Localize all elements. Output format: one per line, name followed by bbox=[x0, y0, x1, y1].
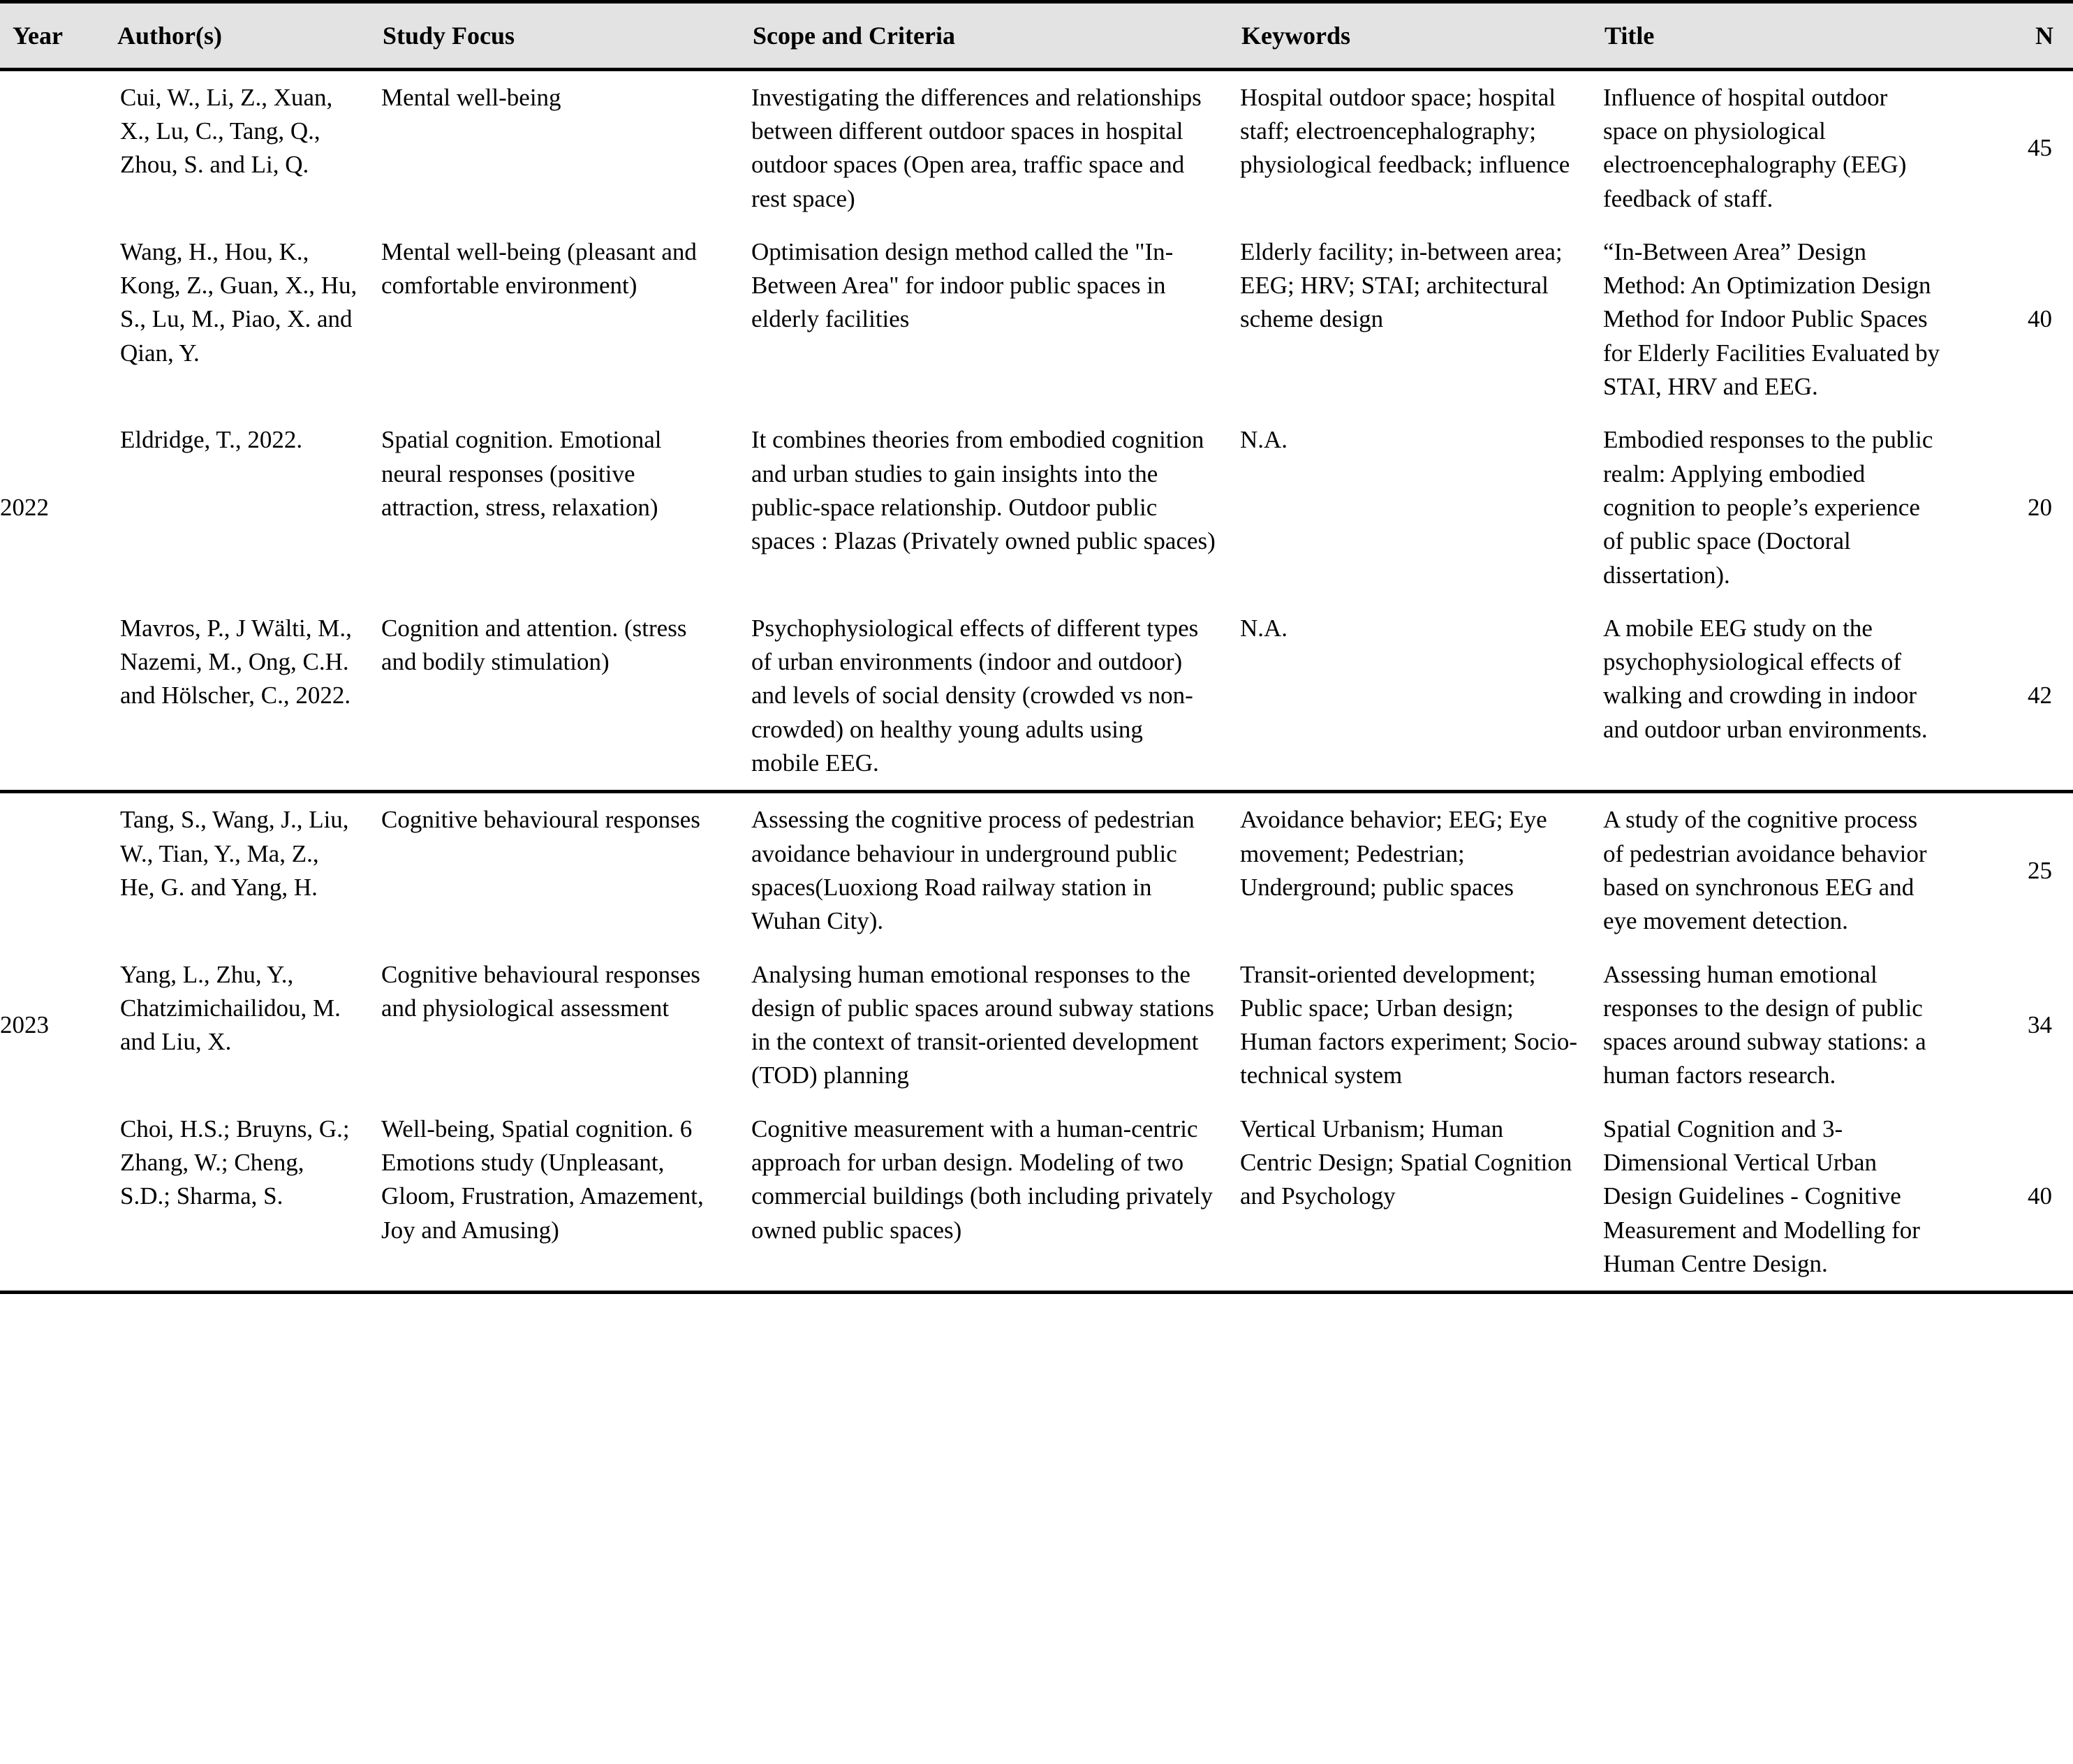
cell-study-focus: Cognition and attention. (stress and bodily stimulation) bbox=[370, 602, 740, 792]
table-header bbox=[0, 2, 2073, 70]
cell-title: “In-Between Area” Design Method: An Optimization Design Method for Indoor Public Spaces for Elderly Facilities Evaluated by STAI, HRV and EEG. bbox=[1603, 237, 1940, 401]
cell-year bbox=[0, 792, 105, 948]
cell-study-focus: Cognitive behavioural responses bbox=[381, 806, 700, 834]
cell-title: Spatial Cognition and 3-Dimensional Vertical Urban Design Guidelines - Cognitive Measurement and Modelling for Human Centre Design. bbox=[1592, 1103, 1955, 1293]
cell-title: A mobile EEG study on the psychophysiological effects of walking and crowding in indoor and outdoor urban environments. bbox=[1592, 602, 1955, 792]
cell-scope: Investigating the differences and relationships between different outdoor spaces in hospital outdoor spaces (Open area, traffic space and rest space) bbox=[751, 83, 1202, 212]
cell-keywords: Elderly facility; in-between area; EEG; HRV; STAI; architectural scheme design bbox=[1240, 237, 1563, 333]
table-row bbox=[0, 948, 2073, 1103]
cell-scope: Psychophysiological effects of different types of urban environments (indoor and outdoor) and levels of social density (crowded vs non-crowded) on healthy young adults using mobile EEG. bbox=[740, 602, 1229, 792]
cell-n: 34 bbox=[2028, 1010, 2052, 1038]
cell-authors: Tang, S., Wang, J., Liu, W., Tian, Y., Ma, Z., He, G. and Yang, H. bbox=[120, 806, 349, 901]
cell-keywords: Transit-oriented development; Public space; Urban design; Human factors experiment; Socio-technical system bbox=[1240, 960, 1578, 1089]
cell-n: 25 bbox=[2028, 856, 2052, 884]
cell-authors: Yang, L., Zhu, Y., Chatzimichailidou, M. and Liu, X. bbox=[120, 960, 341, 1056]
cell-n: 40 bbox=[2028, 305, 2052, 333]
cell-keywords: Vertical Urbanism; Human Centric Design; Spatial Cognition and Psychology bbox=[1229, 1103, 1592, 1293]
table-row bbox=[0, 602, 2073, 792]
cell-scope: Assessing the cognitive process of pedestrian avoidance behaviour in underground public spaces(Luoxiong Road railway station in Wuhan City). bbox=[751, 806, 1195, 935]
cell-n: 42 bbox=[1955, 602, 2073, 792]
column-header-title: Title bbox=[1592, 2, 1955, 70]
cell-title: Embodied responses to the public realm: Applying embodied cognition to people’s experience of public space (Doctoral dissertation). bbox=[1603, 426, 1933, 589]
column-header-authors: Author(s) bbox=[105, 2, 370, 70]
cell-study-focus: Well-being, Spatial cognition. 6 Emotions study (Unpleasant, Gloom, Frustration, Amazement, Joy and Amusing) bbox=[370, 1103, 740, 1293]
table-header-row bbox=[0, 2, 2073, 70]
cell-scope: Analysing human emotional responses to the design of public spaces around subway stations in the context of transit-oriented development (TOD) planning bbox=[751, 960, 1214, 1089]
cell-study-focus: Mental well-being (pleasant and comfortable environment) bbox=[381, 237, 697, 300]
column-header-year: Year bbox=[0, 2, 105, 70]
table-row bbox=[0, 413, 2073, 601]
cell-study-focus: Cognitive behavioural responses and physiological assessment bbox=[381, 960, 700, 1022]
cell-authors: Mavros, P., J Wälti, M., Nazemi, M., Ong, C.H. and Hölscher, C., 2022. bbox=[105, 602, 370, 792]
cell-authors: Wang, H., Hou, K., Kong, Z., Guan, X., Hu, S., Lu, M., Piao, X. and Qian, Y. bbox=[120, 237, 357, 367]
cell-authors: Choi, H.S.; Bruyns, G.; Zhang, W.; Cheng, S.D.; Sharma, S. bbox=[105, 1103, 370, 1293]
cell-n: 20 bbox=[2028, 493, 2052, 521]
cell-n: 40 bbox=[1955, 1103, 2073, 1293]
column-header-n: N bbox=[1955, 2, 2073, 70]
cell-scope: Optimisation design method called the "In-Between Area" for indoor public spaces in elderly facilities bbox=[751, 237, 1174, 333]
column-header-study-focus: Study Focus bbox=[370, 2, 740, 70]
cell-year bbox=[0, 602, 105, 792]
cell-keywords: Hospital outdoor space; hospital staff; electroencephalography; physiological feedback; influence bbox=[1240, 83, 1570, 179]
cell-scope: Cognitive measurement with a human-centric approach for urban design. Modeling of two commercial buildings (both including privately owned public spaces) bbox=[740, 1103, 1229, 1293]
cell-study-focus: Mental well-being bbox=[381, 83, 561, 111]
cell-keywords: N.A. bbox=[1229, 602, 1592, 792]
cell-authors: Eldridge, T., 2022. bbox=[120, 426, 303, 454]
cell-keywords: Avoidance behavior; EEG; Eye movement; Pedestrian; Underground; public spaces bbox=[1240, 806, 1547, 901]
column-header-scope-and-criteria: Scope and Criteria bbox=[740, 2, 1229, 70]
cell-year bbox=[0, 1103, 105, 1293]
table-row bbox=[0, 226, 2073, 413]
table-row bbox=[0, 1103, 2073, 1293]
cell-n: 45 bbox=[2028, 134, 2052, 162]
column-header-keywords: Keywords bbox=[1229, 2, 1592, 70]
cell-authors: Cui, W., Li, Z., Xuan, X., Lu, C., Tang, Q., Zhou, S. and Li, Q. bbox=[120, 83, 333, 179]
cell-scope: It combines theories from embodied cognition and urban studies to gain insights into the public-space relationship. Outdoor public spaces : Plazas (Privately owned public spaces) bbox=[751, 426, 1216, 555]
cell-title: Assessing human emotional responses to the design of public spaces around subway stations: a human factors research. bbox=[1603, 960, 1926, 1089]
cell-year bbox=[0, 226, 105, 413]
cell-study-focus: Spatial cognition. Emotional neural responses (positive attraction, stress, relaxation) bbox=[381, 426, 662, 521]
table-row bbox=[0, 69, 2073, 226]
table-row bbox=[0, 792, 2073, 948]
table-body bbox=[0, 69, 2073, 1293]
cell-title: Influence of hospital outdoor space on physiological electroencephalography (EEG) feedback of staff. bbox=[1603, 83, 1907, 212]
cell-year: 2023 bbox=[0, 1010, 49, 1038]
cell-year bbox=[0, 69, 105, 226]
cell-keywords: N.A. bbox=[1240, 426, 1288, 454]
cell-year: 2022 bbox=[0, 493, 49, 521]
cell-title: A study of the cognitive process of pedestrian avoidance behavior based on synchronous EEG and eye movement detection. bbox=[1603, 806, 1927, 935]
